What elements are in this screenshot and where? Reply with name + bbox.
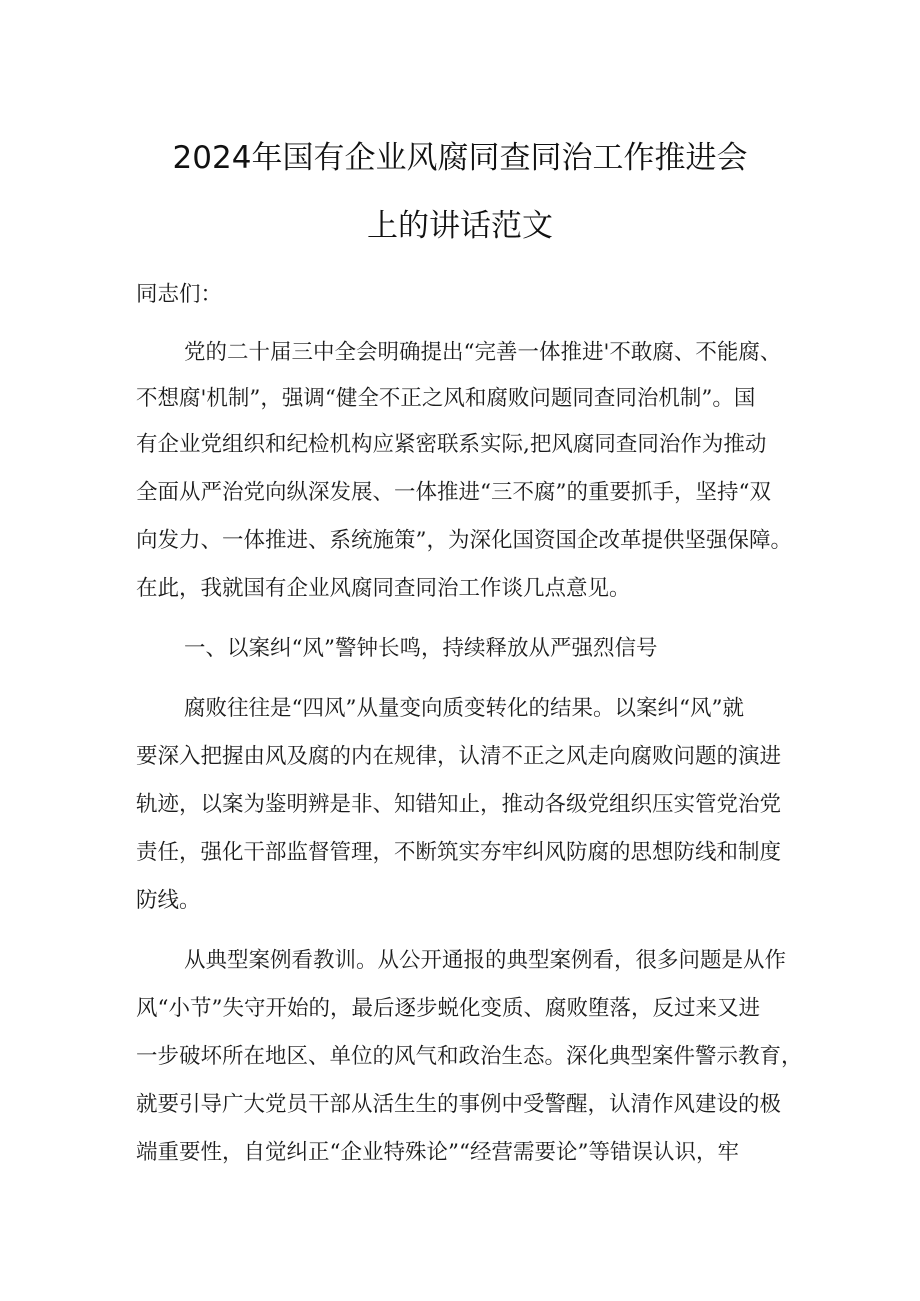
paragraph-line: 端重要性，自觉纠正“企业特殊论”“经营需要论”等错误认识，牢 (136, 1140, 739, 1165)
paragraph-line: 不想腐'机制”，强调“健全不正之风和腐败问题同查同治机制”。国 (136, 386, 756, 411)
paragraph-line: 从典型案例看教训。从公开通报的典型案例看，很多问题是从作 (184, 948, 787, 973)
salutation: 同志们： (136, 282, 223, 307)
paragraph-line: 责任，强化干部监督管理，不断筑实夯牢纠风防腐的思想防线和制度 (136, 840, 782, 865)
paragraph-line: 一步破坏所在地区、单位的风气和政治生态。深化典型案件警示教育， (136, 1044, 803, 1069)
paragraph-line: 党的二十届三中全会明确提出“完善一体推进'不敢腐、不能腐、 (184, 340, 782, 365)
paragraph-line: 在此，我就国有企业风腐同查同治工作谈几点意见。 (136, 576, 631, 601)
paragraph-line: 要深入把握由风及腐的内在规律，认清不正之风走向腐败问题的演进 (136, 744, 782, 769)
paragraph-line: 防线。 (136, 888, 201, 913)
paragraph-line: 全面从严治党向纵深发展、一体推进“三不腐”的重要抓手，坚持“双 (136, 480, 771, 505)
paragraph-line: 风“小节”失守开始的，最后逐步蜕化变质、腐败堕落，反过来又进 (136, 996, 760, 1021)
paragraph-line: 腐败往往是“四风”从量变向质变转化的结果。以案纠“风”就 (184, 696, 744, 721)
paragraph-line: 有企业党组织和纪检机构应紧密联系实际,把风腐同查同治作为推动 (136, 432, 767, 457)
paragraph-line: 就要引导广大党员干部从活生生的事例中受警醒，认清作风建设的极 (136, 1092, 782, 1117)
document-title-line-2: 上的讲话范文 (367, 208, 553, 244)
document-title-line-1: 2024年国有企业风腐同查同治工作推进会 (172, 140, 748, 176)
paragraph-line: 向发力、一体推进、系统施策”，为深化国资国企改革提供坚强保障。 (136, 528, 792, 553)
section-heading: 一、以案纠“风”警钟长鸣，持续释放从严强烈信号 (184, 636, 658, 661)
paragraph-line: 轨迹，以案为鉴明辨是非、知错知止，推动各级党组织压实管党治党 (136, 792, 782, 817)
